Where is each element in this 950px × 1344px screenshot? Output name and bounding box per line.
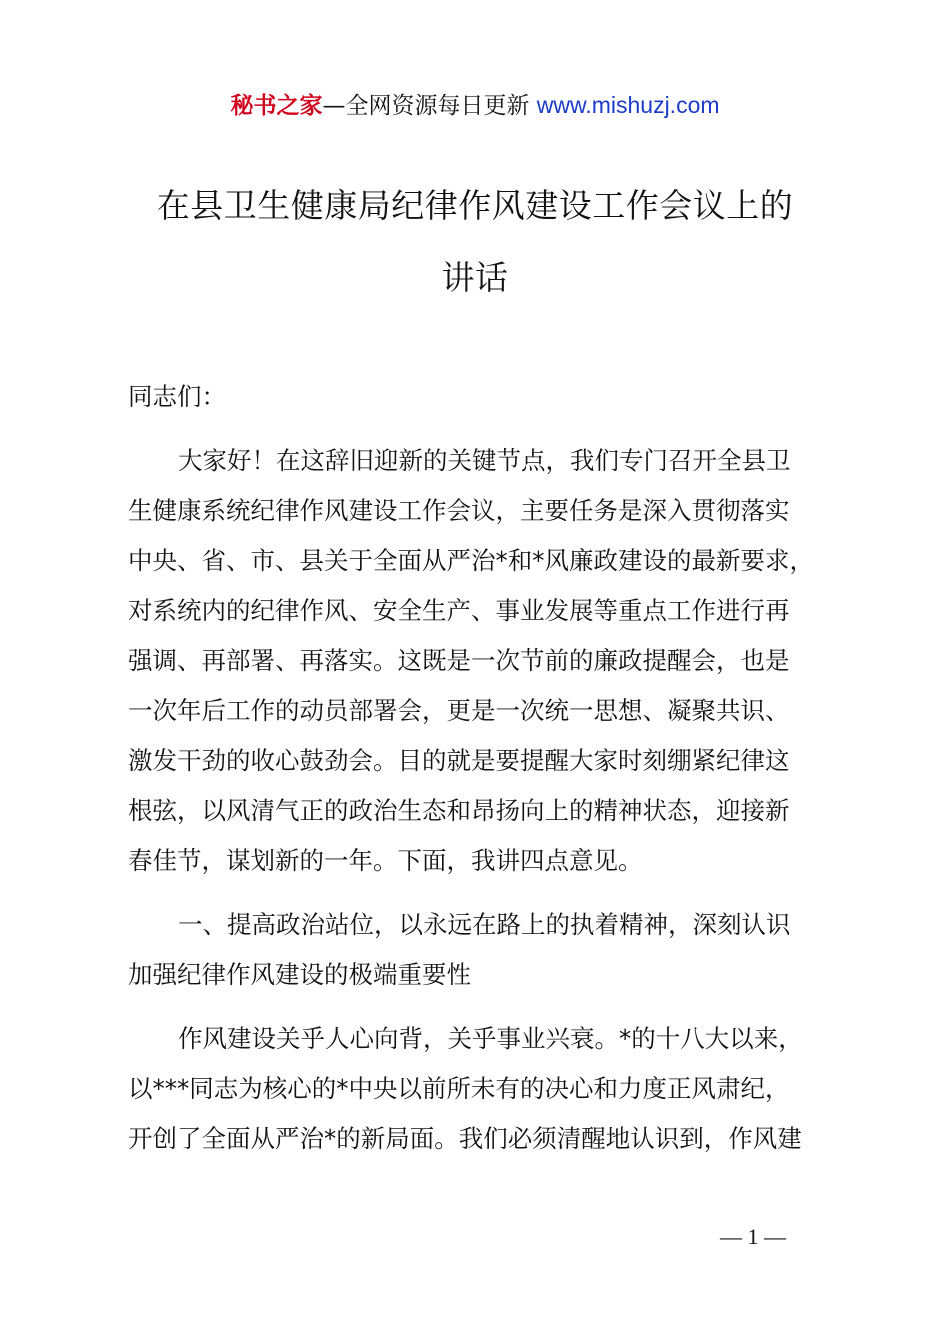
site-header <box>0 88 950 123</box>
paragraph-line: 以***同志为核心的*中央以前所未有的决心和力度正风肃纪， <box>128 1074 790 1103</box>
heading-line: 一、提高政治站位，以永远在路上的执着精神，深刻认识 <box>178 910 791 939</box>
paragraph-line: 对系统内的纪律作风、安全生产、事业发展等重点工作进行再 <box>128 596 790 625</box>
brand-name: 秘书之家 <box>230 93 323 119</box>
paragraph-line: 作风建设关乎人心向背，关乎事业兴衰。*的十八大以来， <box>178 1024 803 1053</box>
paragraph-line: 春佳节，谋划新的一年。下面，我讲四点意见。 <box>128 846 643 875</box>
document-title <box>0 180 950 304</box>
page-number: — 1 — <box>720 1224 786 1249</box>
paragraph-line: 大家好！在这辞旧迎新的关键节点，我们专门召开全县卫 <box>178 446 791 475</box>
paragraph-line: 激发干劲的收心鼓劲会。目的就是要提醒大家时刻绷紧纪律这 <box>128 746 790 775</box>
paragraph-line: 一次年后工作的动员部署会，更是一次统一思想、凝聚共识、 <box>128 696 790 725</box>
header-slogan: —全网资源每日更新 <box>322 93 537 119</box>
title-line-2: 讲话 <box>441 258 509 297</box>
paragraph-line: 开创了全面从严治*的新局面。我们必须清醒地认识到，作风建 <box>128 1124 802 1153</box>
site-url-link[interactable]: www.mishuzj.com <box>536 92 720 118</box>
paragraph-section-1 <box>128 1014 838 1164</box>
paragraph-line: 中央、省、市、县关于全面从严治*和*风廉政建设的最新要求， <box>128 546 814 575</box>
document-body <box>128 372 838 1164</box>
heading-line: 加强纪律作风建设的极端重要性 <box>128 960 471 989</box>
paragraph-intro <box>128 436 838 886</box>
paragraph-line: 根弦，以风清气正的政治生态和昂扬向上的精神状态，迎接新 <box>128 796 790 825</box>
paragraph-line: 生健康系统纪律作风建设工作会议，主要任务是深入贯彻落实 <box>128 496 790 525</box>
title-line-1: 在县卫生健康局纪律作风建设工作会议上的 <box>156 186 794 225</box>
greeting: 同志们： <box>128 382 226 411</box>
paragraph-line: 强调、再部署、再落实。这既是一次节前的廉政提醒会，也是 <box>128 646 790 675</box>
section-heading-1 <box>128 900 838 1000</box>
